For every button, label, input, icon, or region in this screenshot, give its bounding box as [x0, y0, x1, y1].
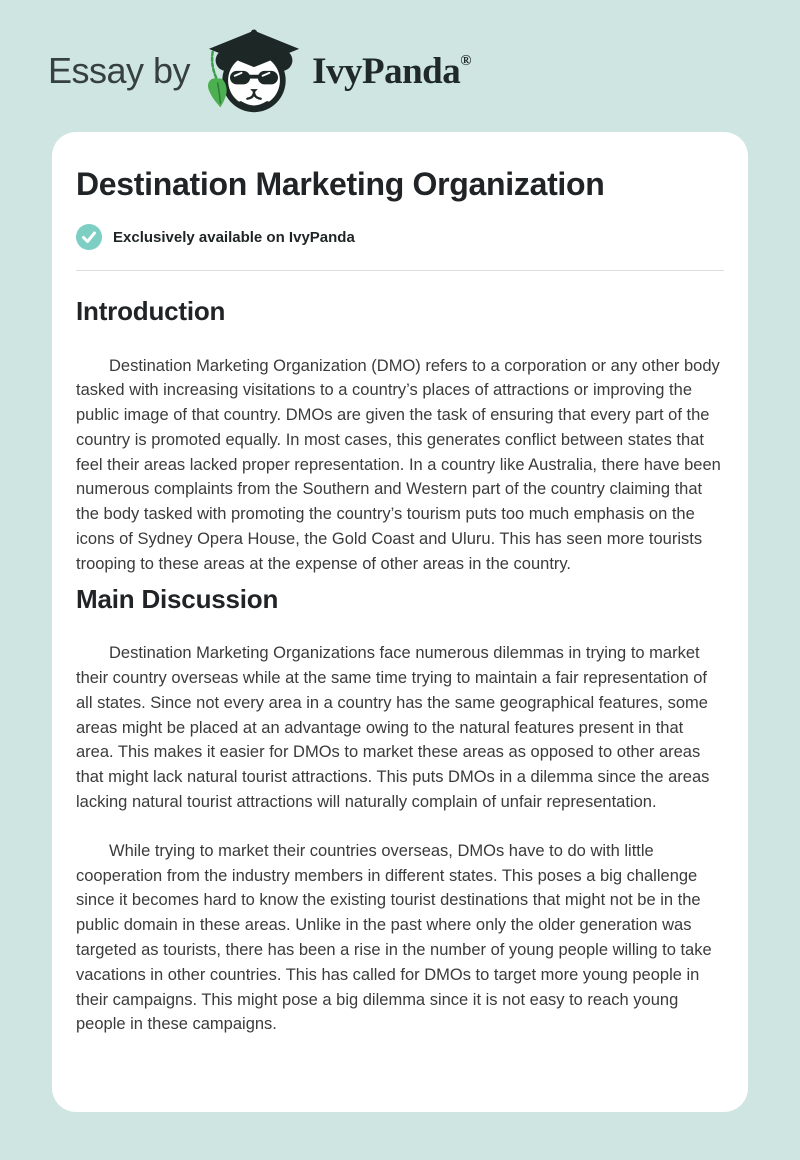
exclusive-badge-label: Exclusively available on IvyPanda — [113, 228, 355, 246]
registered-trademark-symbol: ® — [460, 53, 471, 70]
essay-card — [52, 132, 748, 1112]
divider — [76, 270, 724, 271]
paragraph: Destination Marketing Organization (DMO) refers to a corporation or any other body tasked with increasing visitations to a country’s places of attractions or improving the public image of that country. DMOs are given the task of ensuring that every part of the country is promoted equally. In most cases, this generates conflict between states that feel their areas lacked proper representation. In a country like Australia, there have been numerous complaints from the Southern and Western part of the country claiming that the body tasked with promoting the country’s tourism puts too much emphasis on the icons of Sydney Opera House, the Gold Coast and Uluru. This has seen more tourists trooping to these areas at the expense of other areas in the country. — [76, 356, 721, 573]
paragraph: Destination Marketing Organizations face numerous dilemmas in trying to market their country overseas while at the same time trying to maintain a fair representation of all states. Since not every area in a country has the same geographical features, some areas might be placed at an advantage owing to the natural features present in that area. This makes it easier for DMOs to market these areas as opposed to other areas that might lack natural tourist attractions. This puts DMOs in a dilemma since the areas lacking natural tourist attractions will naturally complain of unfair representation. — [76, 644, 710, 811]
section-introduction — [76, 295, 724, 577]
page-header — [0, 0, 800, 132]
section-main-discussion — [76, 583, 724, 1037]
brand-name: IvyPanda — [312, 50, 461, 92]
section-heading: Introduction — [76, 296, 226, 326]
brand-wordmark — [312, 50, 471, 92]
essay-by-label: Essay by — [48, 50, 191, 91]
check-icon — [76, 224, 102, 250]
paragraph: While trying to market their countries overseas, DMOs have to do with little cooperation from the industry members in different states. This poses a big challenge since it becomes hard to know the existing tourist destinations that might not be in the public domain in these areas. Unlike in the past where only the older generation was targeted as tourists, there has been a rise in the number of young people willing to take vacations in other countries. This has called for DMOs to target more young people in their campaigns. This might pose a big dilemma since it is not easy to reach young people in these campaigns. — [76, 841, 712, 1034]
page-title: Destination Marketing Organization — [76, 166, 605, 202]
ivypanda-panda-logo-icon — [206, 22, 302, 116]
section-heading: Main Discussion — [76, 583, 279, 614]
exclusive-badge — [76, 224, 724, 250]
